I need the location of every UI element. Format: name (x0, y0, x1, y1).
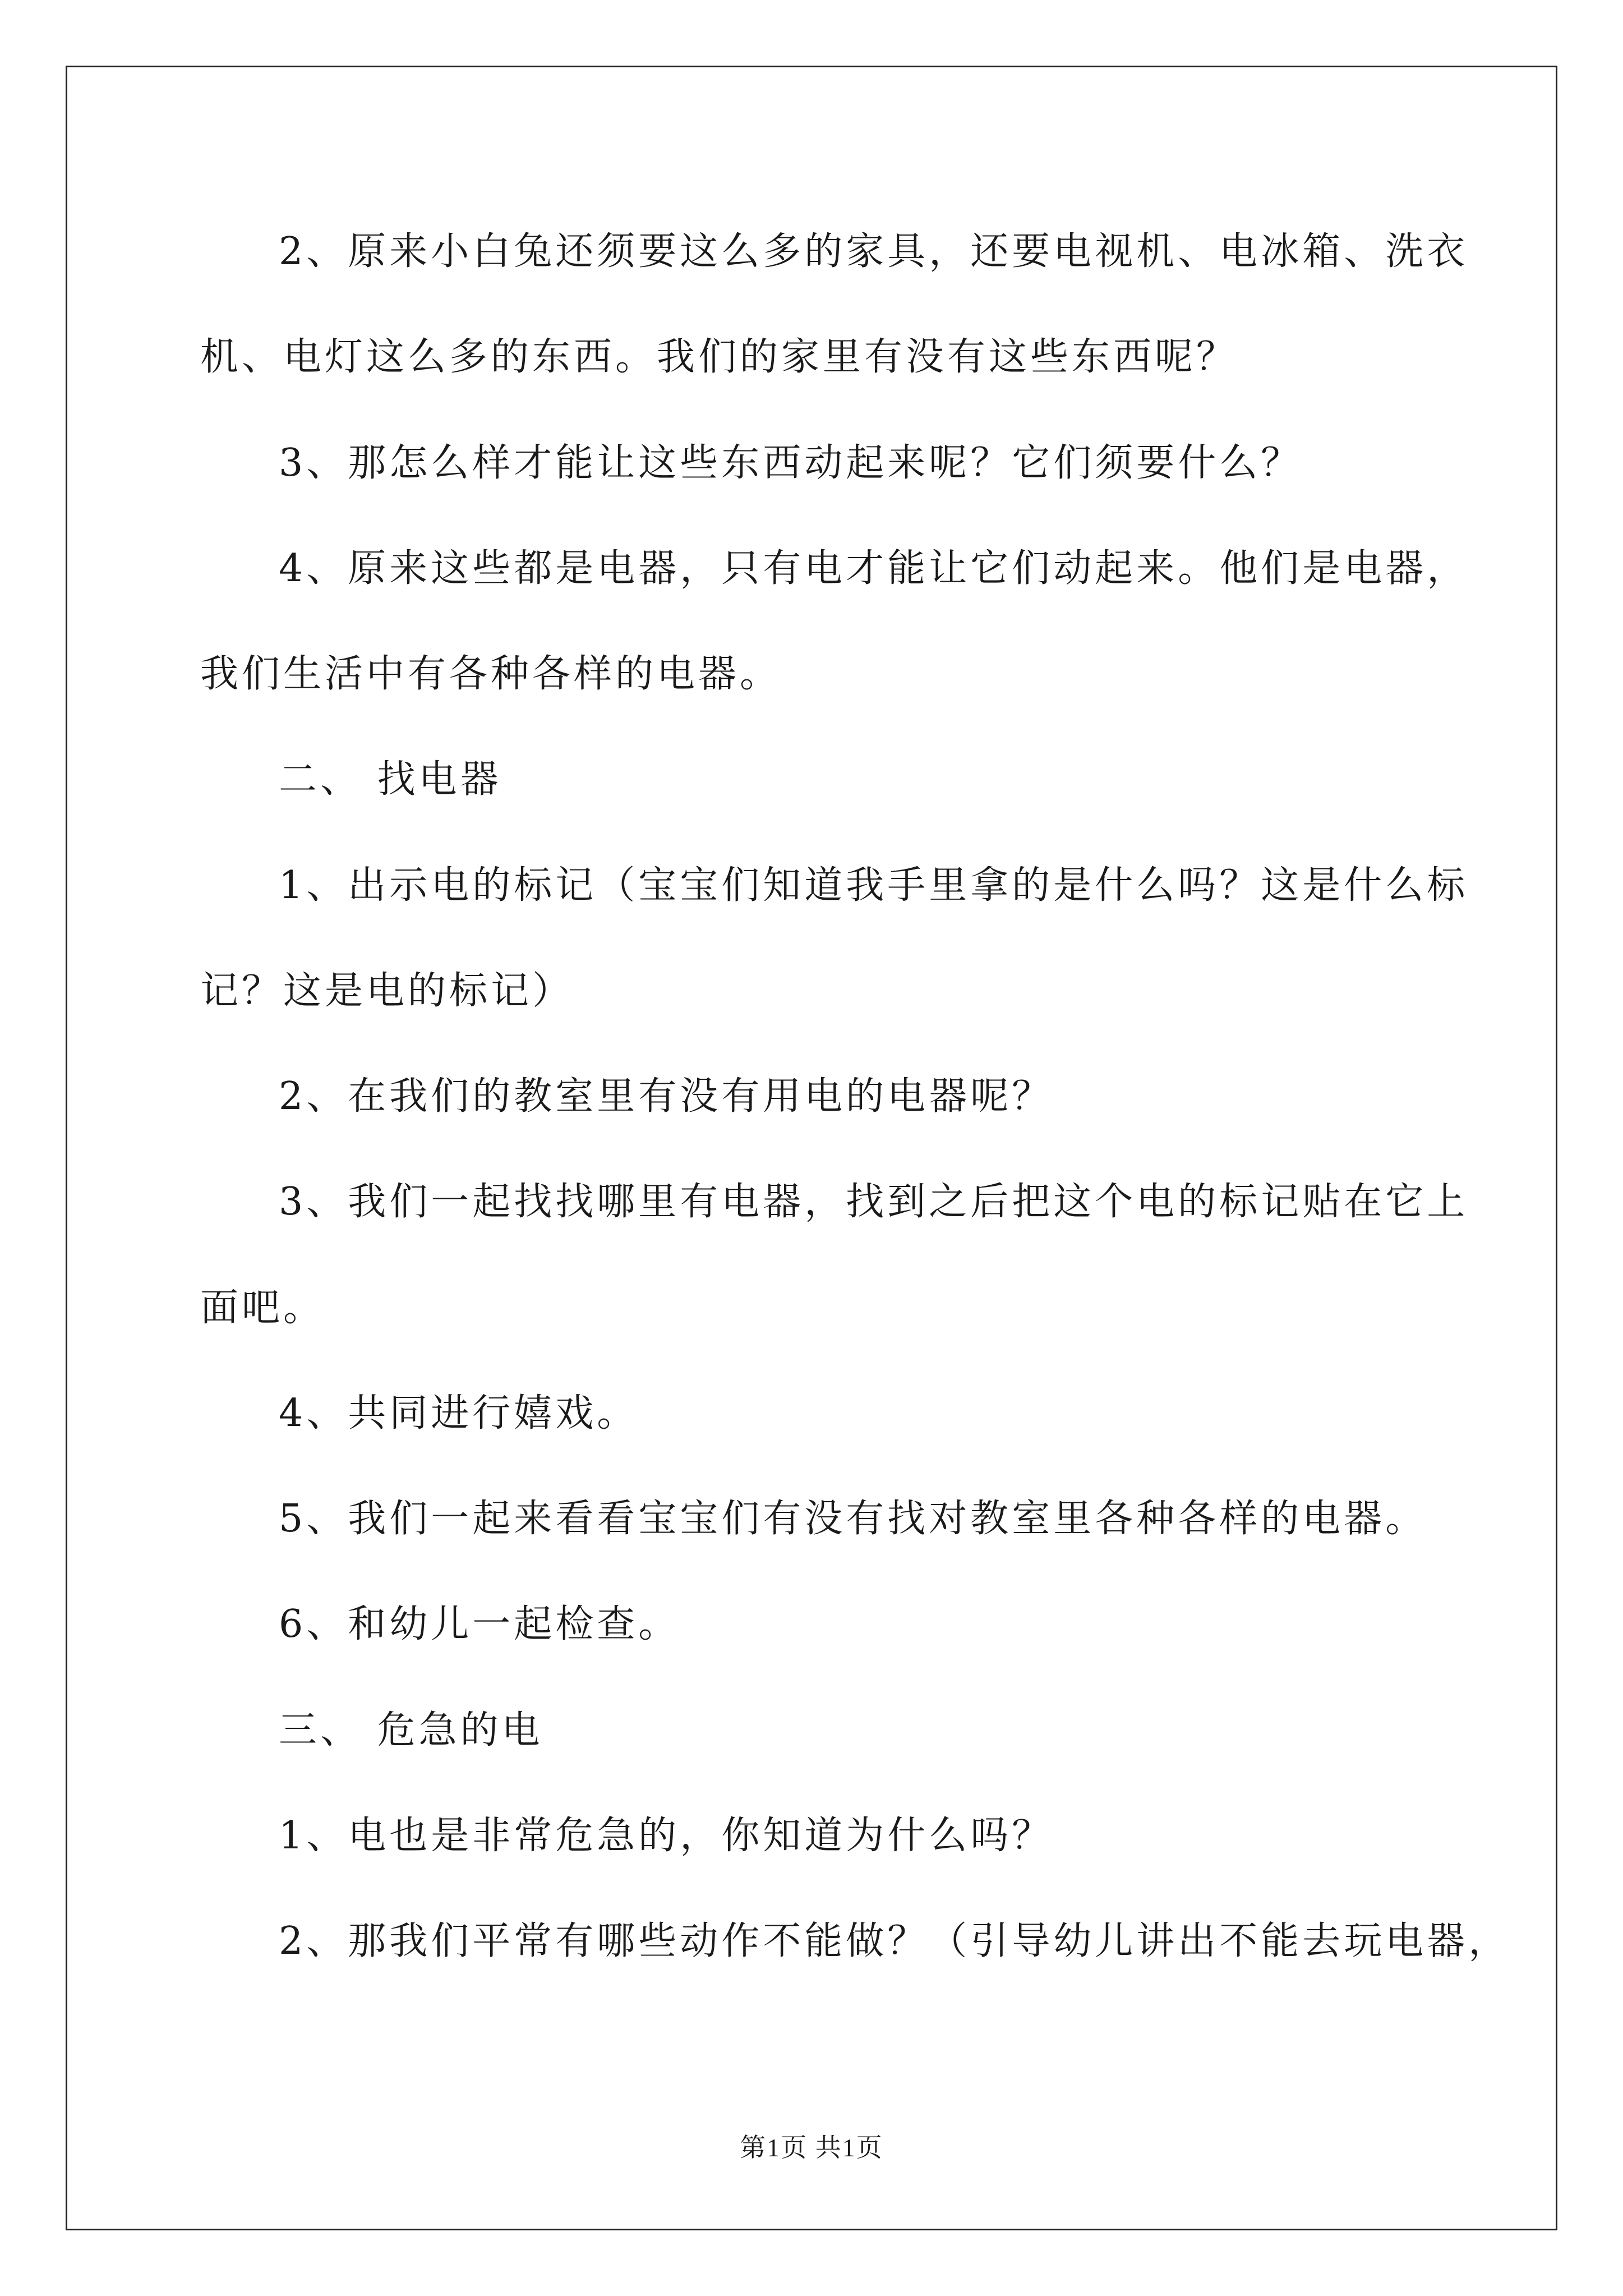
paragraph-line: 我们生活中有各种各样的电器。 (200, 652, 782, 696)
paragraph-line: 1、出示电的标记（宝宝们知道我手里拿的是什么吗？这是什么标 (279, 863, 1469, 908)
paragraph-line: 2、原来小白兔还须要这么多的家具，还要电视机、电冰箱、洗衣 (279, 229, 1469, 274)
section-heading: 三、 危急的电 (279, 1708, 543, 1752)
paragraph-line: 面吧。 (200, 1286, 325, 1330)
page-border (66, 66, 1557, 2230)
section-heading: 二、 找电器 (279, 757, 502, 802)
paragraph-line: 机、电灯这么多的东西。我们的家里有没有这些东西呢？ (200, 335, 1238, 379)
paragraph-line: 2、那我们平常有哪些动作不能做？（引导幼儿讲出不能去玩电器， (279, 1919, 1510, 1963)
paragraph-line: 4、共同进行嬉戏。 (279, 1391, 639, 1435)
paragraph-line: 4、原来这些都是电器，只有电才能让它们动起来。他们是电器， (279, 546, 1469, 591)
paragraph-line: 1、电也是非常危急的，你知道为什么吗？ (279, 1814, 1054, 1858)
page-footer: 第1页 共1页 (740, 2133, 883, 2162)
paragraph-line: 6、和幼儿一起检查。 (279, 1602, 680, 1646)
paragraph-line: 3、那怎么样才能让这些东西动起来呢？它们须要什么？ (279, 441, 1303, 485)
paragraph-line: 3、我们一起找找哪里有电器，找到之后把这个电的标记贴在它上 (279, 1180, 1469, 1224)
paragraph-line: 5、我们一起来看看宝宝们有没有找对教室里各种各样的电器。 (279, 1497, 1427, 1541)
paragraph-line: 记？这是电的标记） (200, 969, 574, 1013)
paragraph-line: 2、在我们的教室里有没有用电的电器呢？ (279, 1074, 1054, 1119)
